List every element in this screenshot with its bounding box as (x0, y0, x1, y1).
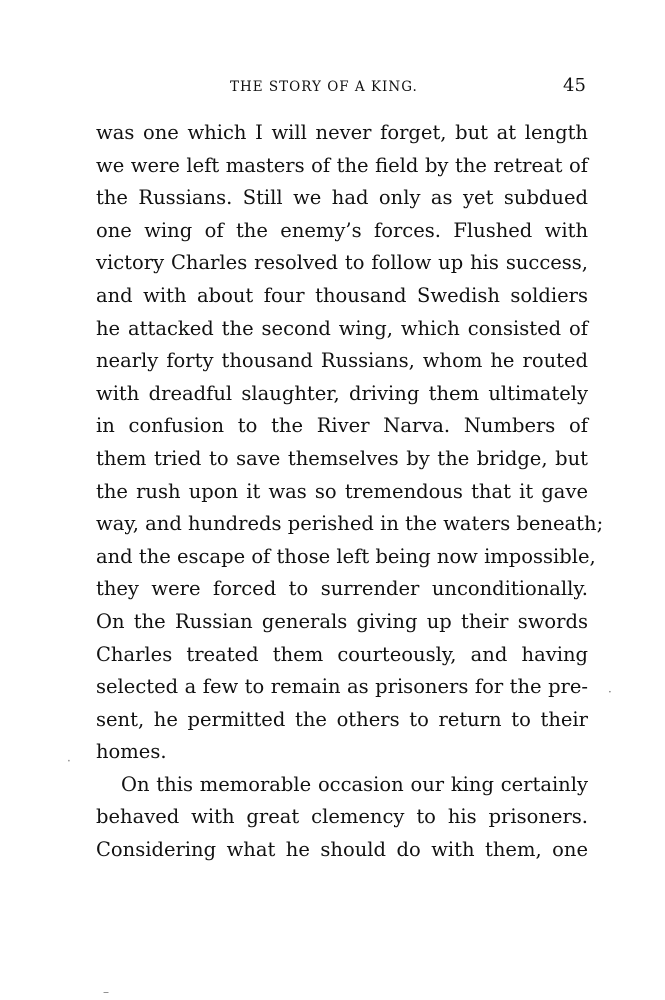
scan-speck: ‧ (67, 754, 71, 768)
running-head (0, 76, 665, 100)
body-text (96, 117, 604, 867)
text-line: selected a few to remain as prisoners for the pre- (96, 675, 588, 699)
text-line: Charles treated them courteously, and having (96, 642, 588, 666)
text-line: with dreadful slaughter, driving them ultimately (96, 381, 588, 405)
page-number: 45 (563, 75, 586, 96)
text-line: the Russians. Still we had only as yet subdued (96, 186, 588, 210)
scan-speck: – (103, 985, 109, 999)
text-line: sent, he permitted the others to return to their (96, 707, 588, 731)
text-line: he attacked the second wing, which consisted of (96, 316, 588, 340)
text-line: way, and hundreds perished in the waters beneath; (96, 512, 604, 536)
running-title: THE STORY OF A KING. (230, 79, 418, 95)
text-line: Considering what he should do with them, one (96, 838, 588, 862)
text-line: homes. (96, 740, 167, 764)
text-line: and the escape of those left being now impossible, (96, 544, 596, 568)
text-line: and with about four thousand Swedish soldiers (96, 283, 588, 307)
text-line: was one which I will never forget, but at length (96, 121, 588, 144)
text-line: nearly forty thousand Russians, whom he routed (96, 349, 588, 373)
text-line: they were forced to surrender unconditionally. (96, 577, 588, 601)
text-line: On the Russian generals giving up their swords (96, 609, 588, 633)
text-line: one wing of the enemy’s forces. Flushed with (96, 218, 588, 242)
text-line: On this memorable occasion our king certainly (121, 772, 588, 796)
text-line: in confusion to the River Narva. Numbers of (96, 414, 588, 438)
text-line: we were left masters of the field by the retreat of (96, 153, 588, 177)
scan-speck: · (608, 685, 612, 699)
text-line: victory Charles resolved to follow up his success, (96, 251, 588, 275)
text-line: them tried to save themselves by the bridge, but (96, 446, 588, 470)
text-line: behaved with great clemency to his prisoners. (96, 805, 588, 829)
text-line: the rush upon it was so tremendous that it gave (96, 479, 588, 503)
